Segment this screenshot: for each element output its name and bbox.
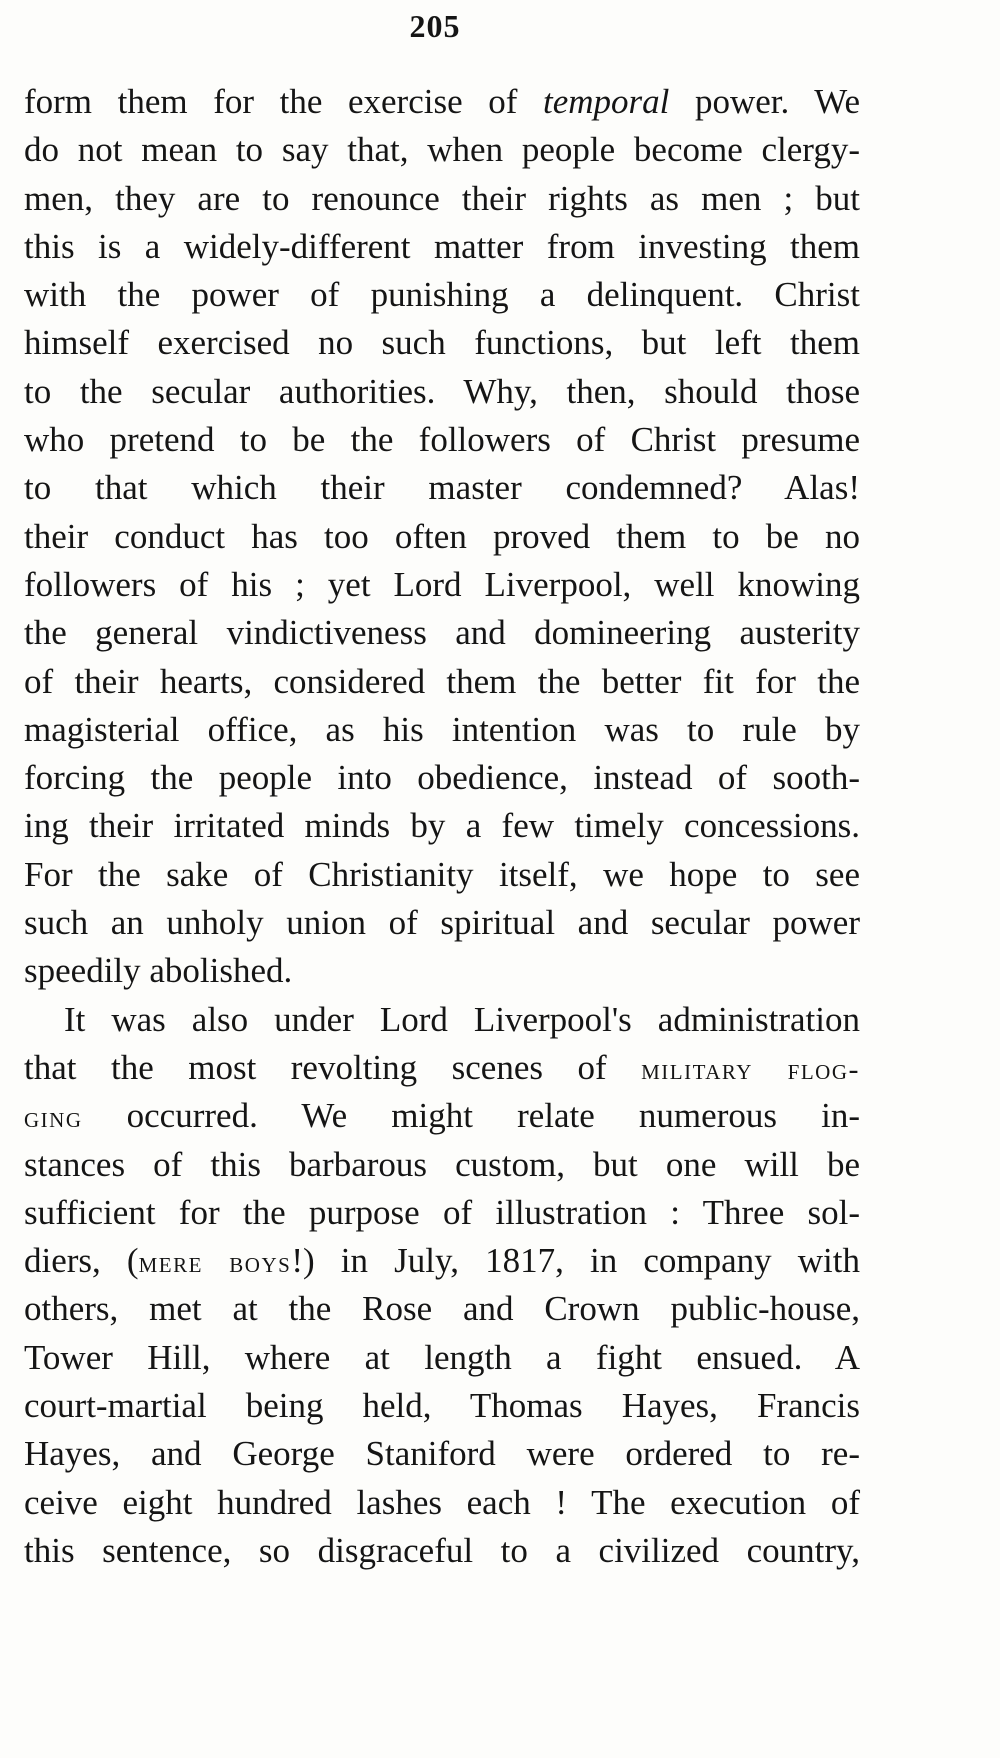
paragraph: [24, 78, 860, 996]
body-text: [24, 78, 860, 1575]
text-line: [24, 175, 860, 223]
text-segment: Hayes, and George Staniford were ordered to re-: [24, 1434, 860, 1474]
text-line: [24, 947, 860, 995]
text-line: [24, 658, 860, 706]
text-line: [24, 464, 860, 512]
small-caps-text: mere boys: [138, 1246, 292, 1280]
text-segment: For the sake of Christianity itself, we hope to see: [24, 854, 860, 894]
text-segment: this is a widely-different matter from investing them: [24, 226, 860, 266]
text-line: [24, 802, 860, 850]
text-line: [24, 368, 860, 416]
text-segment: occurred. We might relate numerous in-: [82, 1096, 860, 1136]
text-segment: court-martial being held, Thomas Hayes, Francis: [24, 1386, 860, 1426]
text-line: [24, 78, 860, 126]
text-line: [24, 126, 860, 174]
text-line: [24, 996, 860, 1044]
text-segment: himself exercised no such functions, but left them: [24, 323, 860, 363]
text-line: [24, 1382, 860, 1430]
text-segment: stances of this barbarous custom, but one will be: [24, 1144, 860, 1184]
text-segment: the general vindictiveness and domineering austerity: [24, 613, 860, 653]
text-line: [24, 1044, 860, 1092]
text-segment: It was also under Lord Liverpool's administration: [64, 999, 860, 1039]
text-segment: with the power of punishing a delinquent. Christ: [24, 275, 860, 315]
text-line: [24, 561, 860, 609]
text-segment: followers of his ; yet Lord Liverpool, well knowing: [24, 564, 860, 604]
text-line: [24, 1430, 860, 1478]
text-line: [24, 1237, 860, 1285]
text-segment: others, met at the Rose and Crown public-house,: [24, 1289, 860, 1329]
text-segment: form them for the exercise of: [24, 82, 543, 121]
small-caps-text: military flog-: [641, 1052, 860, 1086]
text-line: [24, 1092, 860, 1140]
page-number: 205: [409, 8, 461, 44]
text-segment: diers, (: [24, 1241, 139, 1281]
text-line: [24, 851, 860, 899]
italic-text: temporal: [542, 82, 670, 121]
text-segment: who pretend to be the followers of Christ presume: [24, 420, 860, 460]
text-segment: ceive eight hundred lashes each ! The execution of: [24, 1482, 860, 1522]
text-segment: that the most revolting scenes of: [24, 1047, 642, 1087]
text-line: [24, 609, 860, 657]
text-segment: speedily abolished.: [24, 951, 293, 991]
text-line: [24, 513, 860, 561]
text-line: [24, 1527, 860, 1575]
text-line: [24, 223, 860, 271]
text-line: [24, 271, 860, 319]
text-segment: men, they are to renounce their rights as men ; but: [24, 178, 860, 218]
text-segment: their conduct has too often proved them to be no: [24, 516, 860, 556]
text-segment: such an unholy union of spiritual and secular power: [24, 903, 860, 943]
text-line: [24, 1189, 860, 1237]
text-line: [24, 754, 860, 802]
text-segment: of their hearts, considered them the better fit for the: [24, 661, 860, 701]
text-segment: magisterial office, as his intention was to rule by: [24, 709, 860, 749]
text-segment: do not mean to say that, when people become clergy-: [24, 130, 860, 170]
small-caps-text: ging: [24, 1101, 83, 1135]
text-line: [24, 1334, 860, 1382]
text-segment: sufficient for the purpose of illustration : Three sol-: [24, 1192, 860, 1232]
text-segment: ing their irritated minds by a few timely concessions.: [24, 806, 860, 846]
text-line: [24, 1141, 860, 1189]
text-segment: power. We: [669, 82, 860, 121]
text-line: [24, 1479, 860, 1527]
text-segment: Tower Hill, where at length a fight ensued. A: [24, 1337, 860, 1377]
text-segment: this sentence, so disgraceful to a civilized country,: [24, 1530, 860, 1570]
text-line: [24, 319, 860, 367]
text-segment: to that which their master condemned? Alas!: [24, 468, 860, 508]
text-line: [24, 1285, 860, 1333]
paragraph: [24, 996, 860, 1576]
text-segment: !) in July, 1817, in company with: [291, 1241, 860, 1281]
text-segment: to the secular authorities. Why, then, should those: [24, 371, 860, 411]
text-line: [24, 706, 860, 754]
text-line: [24, 899, 860, 947]
text-segment: forcing the people into obedience, instead of sooth-: [24, 758, 860, 798]
text-line: [24, 416, 860, 464]
